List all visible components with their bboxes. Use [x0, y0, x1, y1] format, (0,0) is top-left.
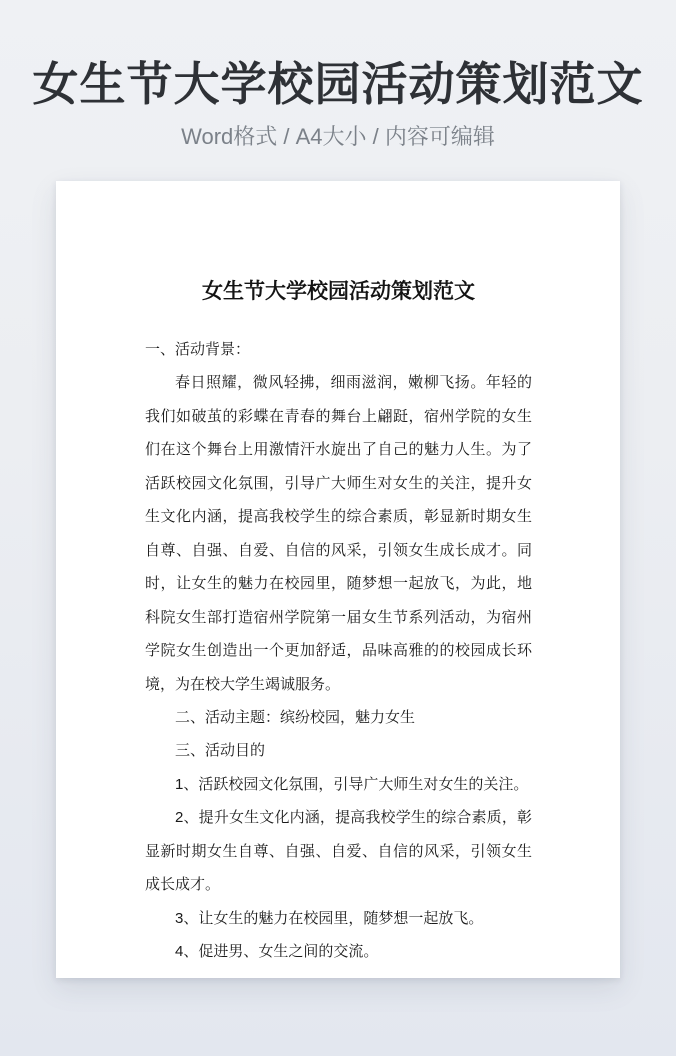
page-title: 女生节大学校园活动策划范文	[32, 58, 644, 110]
doc-heading: 三、活动目的	[175, 742, 266, 760]
doc-paragraph: 1、活跃校园文化氛围，引导广大师生对女生的关注。	[175, 775, 529, 793]
page-subtitle: Word格式 / A4大小 / 内容可编辑	[181, 124, 495, 149]
document-body	[145, 333, 532, 969]
doc-paragraph: 2、提升女生文化内涵，提高我校学生的综合素质，彰显新时期女生自尊、自强、自爱、自信的风采，引领女生成长成才。	[145, 809, 532, 894]
page-header	[0, 0, 676, 151]
document-title: 女生节大学校园活动策划范文	[202, 280, 475, 303]
doc-paragraph: 4、促进男、女生之间的交流。	[175, 943, 379, 961]
doc-paragraph: 3、让女生的魅力在校园里，随梦想一起放飞。	[175, 909, 484, 927]
doc-heading: 一、活动背景：	[145, 341, 251, 358]
document-preview-sheet	[56, 181, 620, 978]
doc-paragraph: 春日照耀，微风轻拂，细雨滋润，嫩柳飞扬。年轻的我们如破茧的彩蝶在青春的舞台上翩跹，宿州学院的女生们在这个舞台上用激情汗水旋出了自己的魅力人生。为了活跃校园文化氛围，引导广大师生对女生的关注，提升女生文化内涵，提高我校学生的综合素质，彰显新时期女生自尊、自强、自爱、自信的风采，引领女生成长成才。同时，让女生的魅力在校园里，随梦想一起放飞，为此，地科院女生部打造宿州学院第一届女生节系列活动，为宿州学院女生创造出一个更加舒适，品味高雅的的校园成长环境，为在校大学生竭诚服务。	[145, 374, 532, 693]
doc-heading: 二、活动主题：缤纷校园，魅力女生	[175, 708, 416, 726]
